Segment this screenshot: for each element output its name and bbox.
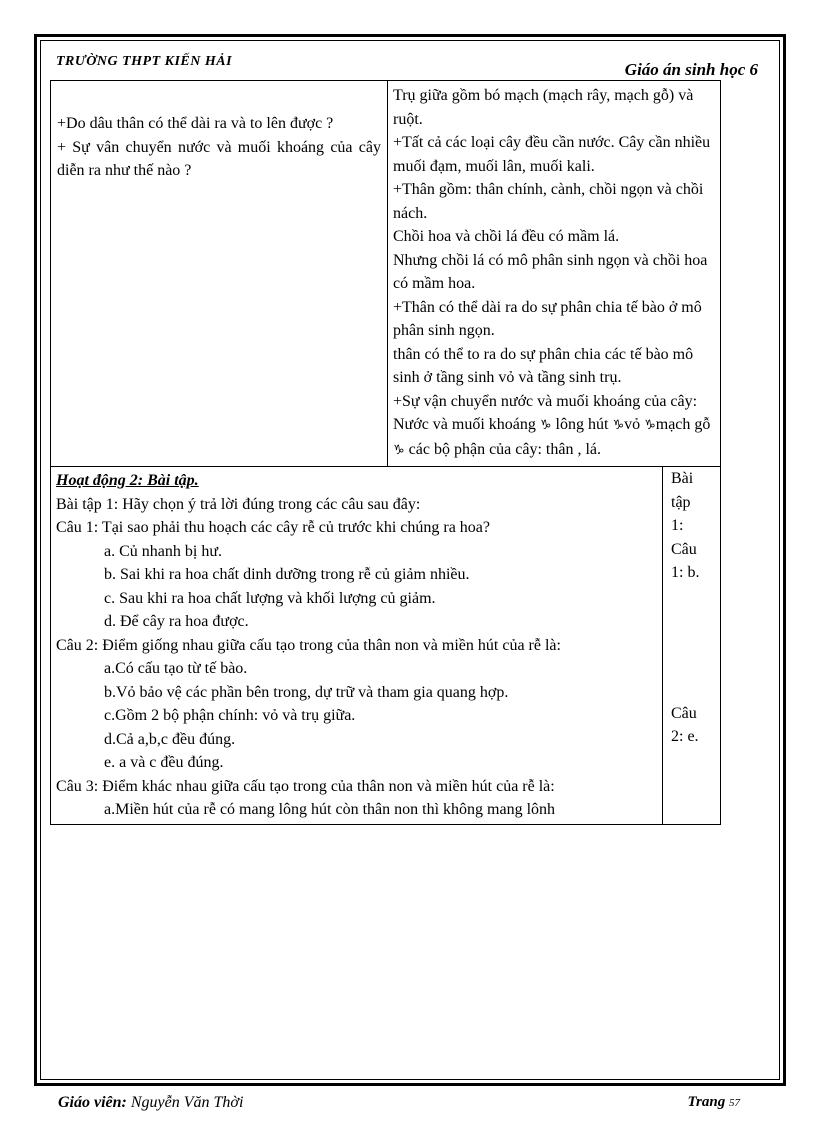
question-1: Câu 1: Tại sao phải thu hoạch các cây rễ củ trước khi chúng ra hoa? [56,519,490,536]
option: d.Cả a,b,c đều đúng. [104,730,236,748]
question-text: +Do dâu thân có thể dài ra và to lên được ? [57,115,334,132]
answer-text: thân có thể to ra do sự phân chia các tế bào mô sinh ở tầng sinh vỏ và tầng sinh trụ. [393,345,694,386]
table-row [51,81,720,467]
arrow-icon: ♑ [393,442,405,458]
answer-key-text: 2: e. [671,728,699,745]
teacher-name: Nguyễn Văn Thời [130,1094,244,1111]
option: e. a và c đều đúng. [104,754,224,771]
option: d. Để cây ra hoa được. [104,613,249,630]
answer-text: +Thân gồm: thân chính, cành, chồi ngọn và chồi nách. [393,181,704,222]
answer-cell [388,81,720,466]
answer-text: +Thân có thể dài ra do sự phân chia tế bào ở mô phân sinh ngọn. [393,298,702,339]
arrow-icon: ♑ [539,418,552,433]
answer-key-text: Câu [671,704,697,722]
page-label: Trang [687,1094,726,1110]
school-name: TRƯỜNG THPT KIẾN HẢI [56,54,233,69]
subject-title: Giáo án sinh học 6 [624,60,758,79]
flow-step: vỏ [624,416,641,433]
activity-title: Hoạt động 2: Bài tập. [56,472,199,489]
table-row [51,467,720,824]
page-value: 57 [729,1097,740,1109]
exercise-cell [51,467,663,824]
question-cell [51,81,388,466]
lesson-table [50,80,721,825]
option: b.Vỏ bảo vệ các phần bên trong, dự trữ và tham gia quang hợp. [104,683,509,701]
question-2: Câu 2: Điểm giống nhau giữa cấu tạo trong của thân non và miền hút của rễ là: [56,636,561,654]
answer-key-text: Câu [671,540,697,558]
question-3: Câu 3: Điểm khác nhau giữa cấu tạo trong của thân non và miền hút của rễ là: [56,777,555,795]
transport-flow [393,413,715,462]
flow-step: mạch gỗ [655,416,711,433]
option: a.Miền hút của rễ có mang lông hút còn thân non thì không mang lônh [104,801,556,818]
answer-text: +Tất cả các loại cây đều cần nước. Cây cần nhiều muối đạm, muối lân, muối kali. [393,134,711,175]
question-text: + Sự vân chuyển nước và muối khoáng của cây diễn ra như thế nào ? [57,138,381,179]
answer-text: Nhưng chồi lá có mô phân sinh ngọn và chồi hoa có mầm hoa. [393,251,708,292]
teacher-label: Giáo viên: [58,1094,127,1111]
flow-step: Nước và muối khoáng [393,416,536,433]
teacher-signature [58,1094,243,1112]
answer-key-text: Bài [671,470,694,487]
answer-key-text: 1: [671,517,684,534]
answer-key-text: tập [671,493,691,511]
answer-key-text: 1: b. [671,564,700,581]
flow-step: các bộ phận của cây: thân , lá. [408,440,602,458]
option: a.Có cấu tạo từ tế bào. [104,660,248,677]
option: c.Gồm 2 bộ phận chính: vỏ và trụ giữa. [104,707,356,724]
option: b. Sai khi ra hoa chất dinh dưỡng trong rễ củ giảm nhiều. [104,566,470,583]
answer-text: Chồi hoa và chồi lá đều có mầm lá. [393,228,620,245]
answer-key-1 [671,467,718,585]
option: a. Củ nhanh bị hư. [104,542,222,560]
flow-step: lông hút [555,416,609,433]
page-number [687,1094,740,1111]
answer-key-2 [671,702,718,749]
exercise-intro: Bài tập 1: Hãy chọn ý trả lời đúng trong các câu sau đây: [56,495,421,513]
answer-text: +Sự vận chuyển nước và muối khoáng của cây: [393,392,698,410]
answer-text: Trụ giữa gồm bó mạch (mạch rây, mạch gỗ) và ruột. [393,87,694,128]
arrow-icon: ♑ [644,418,656,433]
answer-key-cell [663,467,720,824]
arrow-icon: ♑ [612,418,625,433]
option: c. Sau khi ra hoa chất lượng và khối lượng củ giảm. [104,589,436,607]
